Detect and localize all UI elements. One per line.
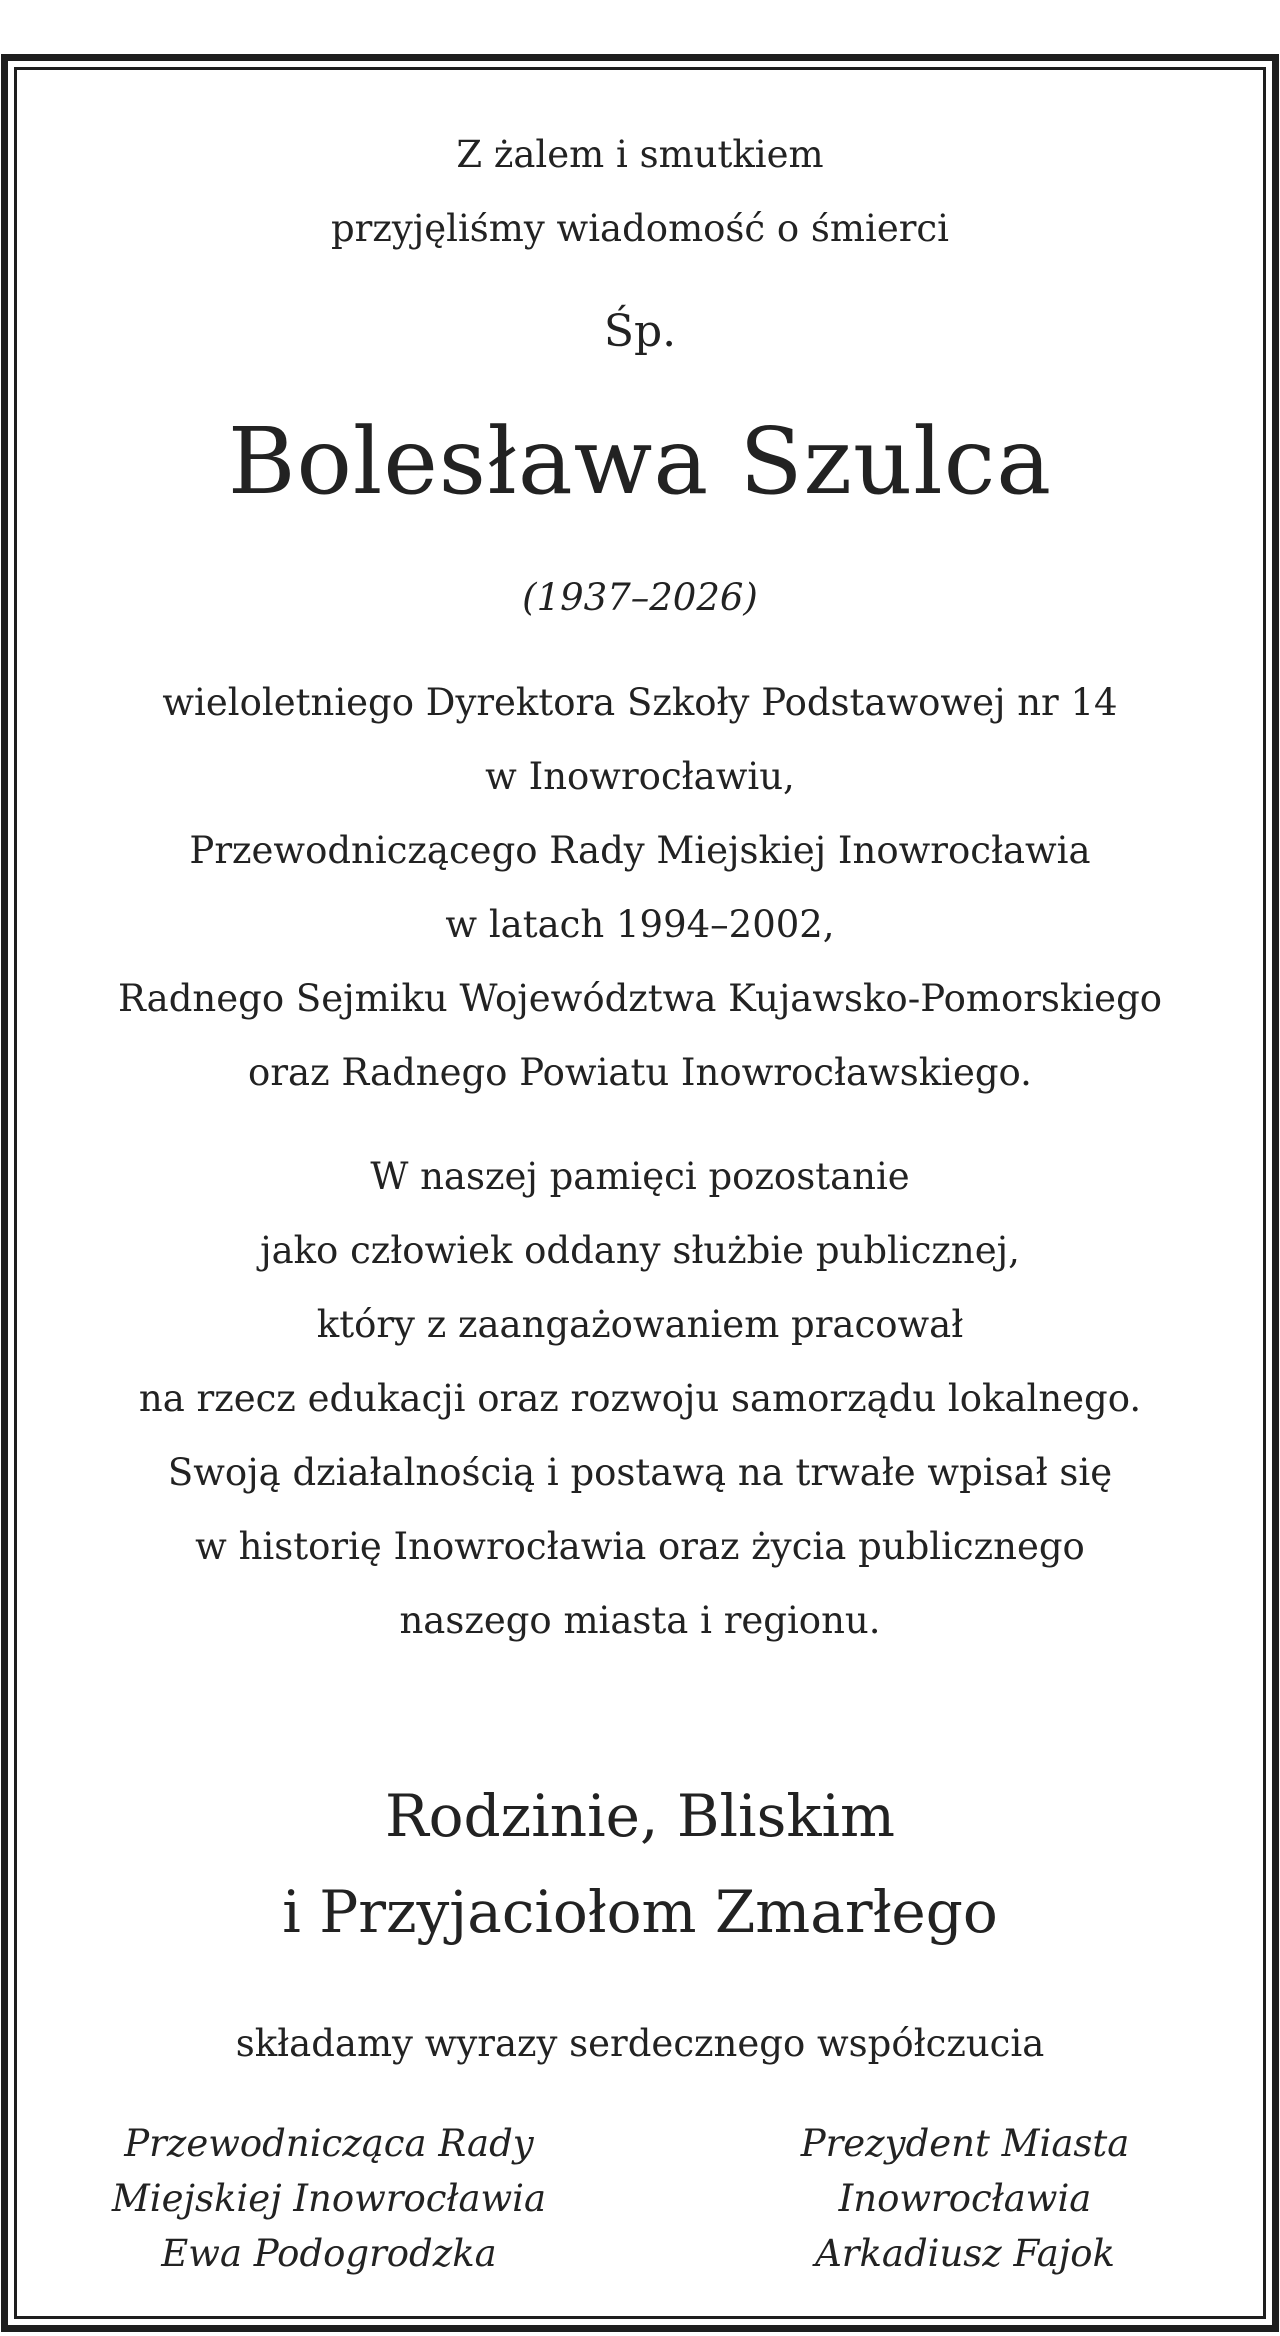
signature-line: Inowrocławia bbox=[838, 2177, 1092, 2220]
memory-line: naszego miasta i regionu. bbox=[399, 1599, 881, 1642]
condolence-heading-line: i Przyjaciołom Zmarłego bbox=[282, 1878, 998, 1946]
signature-line: Ewa Podogrodzka bbox=[161, 2232, 497, 2275]
intro-text bbox=[17, 118, 1263, 266]
signature-line: Arkadiusz Fajok bbox=[815, 2232, 1115, 2275]
deceased-name: Bolesława Szulca bbox=[227, 408, 1053, 515]
condolence-text: składamy wyrazy serdecznego współczucia bbox=[235, 2022, 1045, 2065]
memory-line: Swoją działalnością i postawą na trwałe wpisał się bbox=[167, 1451, 1113, 1494]
roles-line: w Inowrocławiu, bbox=[485, 755, 795, 798]
roles-line: w latach 1994–2002, bbox=[445, 903, 835, 946]
life-years: (1937–2026) bbox=[522, 576, 758, 619]
memory-line: W naszej pamięci pozostanie bbox=[370, 1155, 910, 1198]
condolence-heading bbox=[17, 1768, 1263, 1960]
roles-line: Przewodniczącego Rady Miejskiej Inowrocławia bbox=[189, 829, 1091, 872]
signature-line: Przewodnicząca Rady bbox=[124, 2122, 534, 2165]
roles-line: Radnego Sejmiku Województwa Kujawsko-Pomorskiego bbox=[117, 977, 1163, 1020]
memory-line: na rzecz edukacji oraz rozwoju samorządu lokalnego. bbox=[138, 1377, 1142, 1420]
memory-line: w historię Inowrocławia oraz życia publicznego bbox=[195, 1525, 1085, 1568]
memory-text bbox=[17, 1140, 1263, 1658]
signature-right bbox=[685, 2116, 1245, 2281]
roles-text bbox=[17, 666, 1263, 1110]
condolence-heading-line: Rodzinie, Bliskim bbox=[384, 1782, 896, 1850]
roles-line: oraz Radnego Powiatu Inowrocławskiego. bbox=[248, 1051, 1032, 1094]
signature-line: Miejskiej Inowrocławia bbox=[111, 2177, 547, 2220]
obituary-notice bbox=[17, 70, 1263, 2316]
signature-line: Prezydent Miasta bbox=[800, 2122, 1130, 2165]
name-prefix: Śp. bbox=[603, 306, 677, 357]
memory-line: który z zaangażowaniem pracował bbox=[316, 1303, 964, 1346]
memory-line: jako człowiek oddany służbie publicznej, bbox=[260, 1229, 1020, 1272]
intro-line: przyjęliśmy wiadomość o śmierci bbox=[331, 207, 949, 250]
roles-line: wieloletniego Dyrektora Szkoły Podstawowej nr 14 bbox=[162, 681, 1118, 724]
signature-left bbox=[49, 2116, 609, 2281]
intro-line: Z żalem i smutkiem bbox=[456, 133, 824, 176]
